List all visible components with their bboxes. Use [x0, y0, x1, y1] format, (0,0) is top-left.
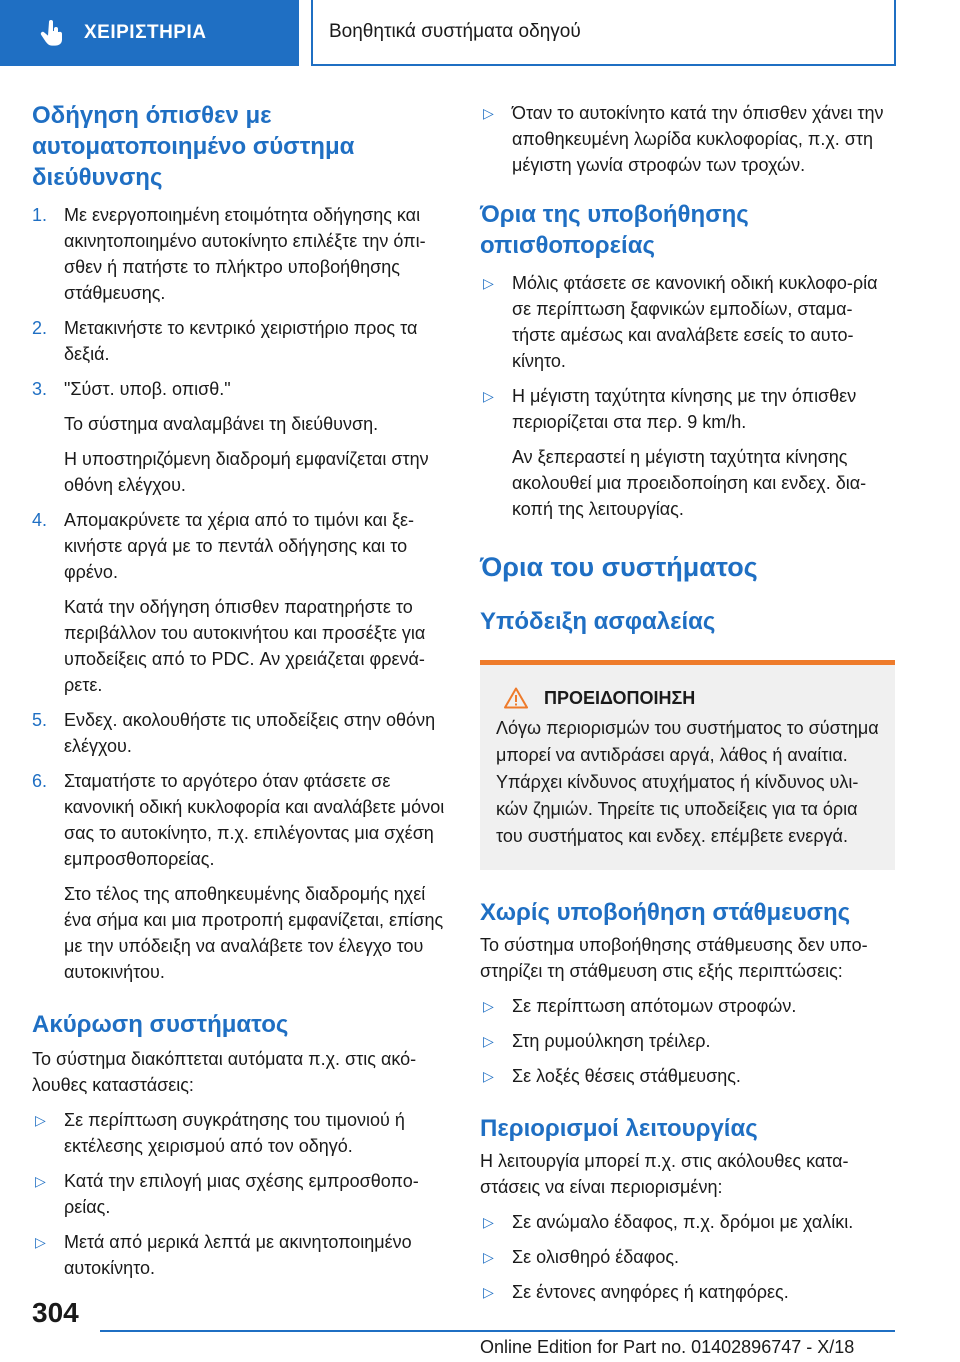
list-item: ▷ Σε λοξές θέσεις στάθμευσης. — [480, 1063, 895, 1089]
triangle-bullet-icon: ▷ — [483, 1249, 494, 1265]
footer-divider — [100, 1330, 895, 1332]
heading-reverse-steering: Οδήγηση όπισθεν με αυτοματοποιημένο σύστημα διεύθυνσης — [32, 102, 355, 191]
warning-header — [504, 687, 879, 709]
warning-triangle-icon — [504, 687, 528, 709]
list-item: ▷ Σε ανώμαλο έδαφος, π.χ. δρόμοι με χαλίκι. — [480, 1209, 895, 1235]
triangle-bullet-icon: ▷ — [483, 275, 494, 291]
triangle-bullet-icon: ▷ — [35, 1234, 46, 1250]
triangle-bullet-icon: ▷ — [483, 388, 494, 404]
warning-text: Λόγω περιορισμών του συστήματος το σύστημα μπορεί να αντιδράσει αργά, λάθος ή αναίτια. Υπάρχει κίνδυνος ατυχήματος ή κίνδυνος υλι-κών ζημιών. Τηρείτε τις υποδείξεις για τα όρια του συστήματος και ενδεχ. επέμβετε ενεργά. — [496, 718, 879, 846]
list-item: ▷ Όταν το αυτοκίνητο κατά την όπισθεν χάνει την αποθηκευμένη λωρίδα κυκλοφορίας, π.χ. στη μέγιστη γωνία στροφών των τροχών. — [480, 100, 895, 178]
list-item: ▷ Κατά την επιλογή μιας σχέσης εμπροσθοπο-ρείας. — [32, 1168, 447, 1220]
triangle-bullet-icon: ▷ — [483, 1068, 494, 1084]
list-item: ▷ Μετά από μερικά λεπτά με ακινητοποιημένο αυτοκίνητο. — [32, 1229, 447, 1281]
step-item: 3. "Σύστ. υποβ. οπισθ." — [32, 379, 231, 399]
heading-system-limits: Όρια του συστήματος — [480, 552, 758, 582]
step-item: 5. Ενδεχ. ακολουθήστε τις υποδείξεις στην οθόνη ελέγχου. — [32, 710, 436, 756]
step-item: 4. Απομακρύνετε τα χέρια από το τιμόνι και ξε-κινήστε αργά με το πεντάλ οδήγησης και το φρένο. — [32, 510, 415, 582]
list-item: ▷ Σε περίπτωση συγκράτησης του τιμονιού ή εκτέλεσης χειρισμού από τον οδηγό. — [32, 1107, 447, 1159]
func-intro: Η λειτουργία μπορεί π.χ. στις ακόλουθες κατα-στάσεις να είναι περιορισμένη: — [480, 1151, 849, 1197]
list-item-note: Αν ξεπεραστεί η μέγιστη ταχύτητα κίνησης ακολουθεί μια προειδοποίηση και ενδεχ. δια-κοπή της λειτουργίας. — [512, 447, 867, 519]
step-note: Κατά την οδήγηση όπισθεν παρατηρήστε το περιβάλλον του αυτοκινήτου και προσέξτε για υποδείξεις από το PDC. Αν χρειάζεται φρενά-ρετε. — [64, 597, 426, 695]
left-column — [32, 100, 447, 1281]
heading-cancel-system: Ακύρωση συστήματος — [32, 1011, 289, 1038]
list-item: ▷ Η μέγιστη ταχύτητα κίνησης με την όπισθεν περιορίζεται στα περ. 9 km/h. — [480, 383, 895, 435]
warning-box — [480, 660, 895, 870]
triangle-bullet-icon: ▷ — [35, 1173, 46, 1189]
warning-title: ΠΡΟΕΙΔΟΠΟΙΗΣΗ — [544, 687, 696, 708]
hand-pointer-icon — [40, 20, 64, 46]
heading-safety-note: Υπόδειξη ασφαλείας — [480, 608, 716, 635]
list-item: ▷ Στη ρυμούλκηση τρέιλερ. — [480, 1028, 895, 1054]
list-item: ▷ Σε περίπτωση απότομων στροφών. — [480, 993, 895, 1019]
triangle-bullet-icon: ▷ — [483, 998, 494, 1014]
edition-text: Online Edition for Part no. 01402896747 - X/18 — [480, 1337, 855, 1357]
heading-no-parking-assist: Χωρίς υποβοήθηση στάθμευσης — [480, 899, 851, 926]
cancel-intro: Το σύστημα διακόπτεται αυτόματα π.χ. στις ακό-λουθες καταστάσεις: — [32, 1049, 417, 1095]
page-header — [0, 0, 960, 66]
step-note: Στο τέλος της αποθηκευμένης διαδρομής ηχεί ένα σήμα και μια προτροπή εμφανίζεται, επίσης με την υπόδειξη να αναλάβετε τον έλεγχο του αυτοκινήτου. — [64, 884, 444, 982]
heading-function-limits: Περιορισμοί λειτουργίας — [480, 1115, 758, 1142]
page-number: 304 — [32, 1297, 79, 1328]
step-note: Η υποστηριζόμενη διαδρομή εμφανίζεται στην οθόνη ελέγχου. — [64, 449, 429, 495]
triangle-bullet-icon: ▷ — [35, 1112, 46, 1128]
triangle-bullet-icon: ▷ — [483, 1033, 494, 1049]
triangle-bullet-icon: ▷ — [483, 105, 494, 121]
list-item: ▷ Μόλις φτάσετε σε κανονική οδική κυκλοφο-ρία σε περίπτωση ξαφνικών εμποδίων, σταμα-τήστε αμέσως και αναλάβετε εσείς το αυτο-κίνητο. — [480, 270, 895, 374]
list-item: ▷ Σε έντονες ανηφόρες ή κατηφόρες. — [480, 1279, 895, 1305]
section-title: Βοηθητικά συστήματα οδηγού — [311, 0, 896, 66]
step-note: Το σύστημα αναλαμβάνει τη διεύθυνση. — [64, 414, 379, 434]
right-column — [480, 100, 895, 1305]
list-item: ▷ Σε ολισθηρό έδαφος. — [480, 1244, 895, 1270]
step-item: 1. Με ενεργοποιημένη ετοιμότητα οδήγησης και ακινητοποιημένο αυτοκίνητο επιλέξτε την όπι-σθεν ή πατήστε το πλήκτρο υποβοήθησης στάθμευσης. — [32, 205, 426, 303]
heading-assist-limits: Όρια της υποβοήθησης οπισθοπορείας — [480, 201, 749, 259]
step-item: 6. Σταματήστε το αργότερο όταν φτάσετε σε κανονική οδική κυκλοφορία και αναλάβετε μόνοι σας το αυτοκίνητο, π.χ. επιλέγοντας μια σχέση εμπροσθοπορείας. — [32, 771, 445, 869]
chapter-tab[interactable] — [0, 0, 299, 66]
triangle-bullet-icon: ▷ — [483, 1214, 494, 1230]
chapter-tab-label: ΧΕΙΡΙΣΤΗΡΙΑ — [84, 22, 207, 43]
step-item: 2. Μετακινήστε το κεντρικό χειριστήριο προς τα δεξιά. — [32, 318, 418, 364]
triangle-bullet-icon: ▷ — [483, 1284, 494, 1300]
no-park-intro: Το σύστημα υποβοήθησης στάθμευσης δεν υπο-στηρίζει τη στάθμευση στις εξής περιπτώσεις: — [480, 935, 868, 981]
